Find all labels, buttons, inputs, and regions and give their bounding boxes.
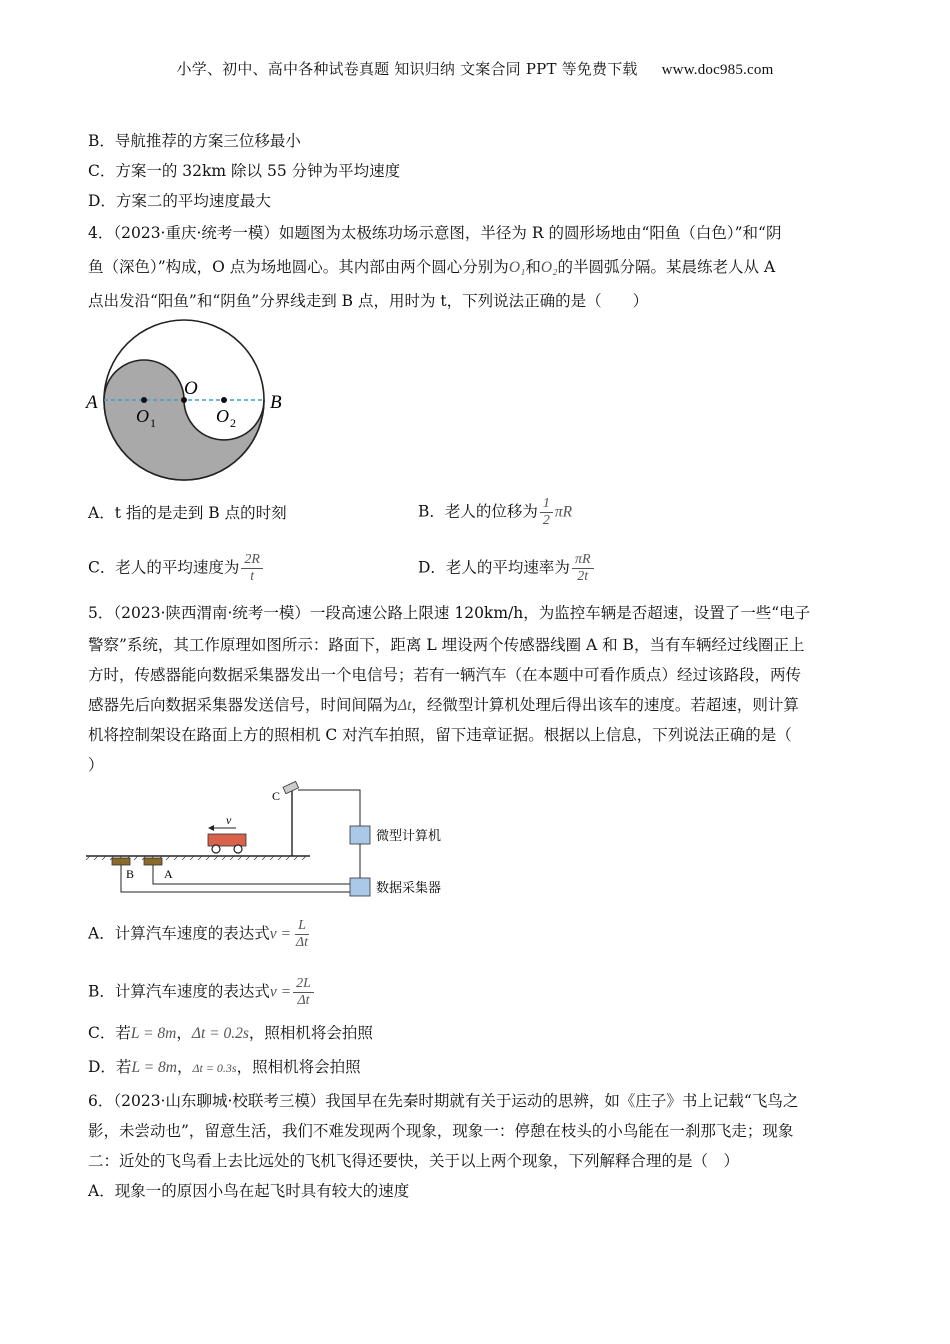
q4-stem-line2 [88, 256, 775, 279]
sensor-coil-a [144, 858, 162, 865]
q5-option-b-fraction [293, 976, 314, 1009]
q4-o2-symbol: O₂ [540, 259, 558, 276]
label-o1: O [136, 406, 149, 426]
fraction-denominator: 2 [542, 513, 550, 528]
page-header [0, 58, 950, 79]
car-body [208, 834, 246, 846]
q5-option-d-length: L = 8m [131, 1059, 177, 1076]
q5-stem-line5: 机将控制架设在路面上方的照相机 C 对汽车拍照，留下违章证据。根据以上信息，下列说法正确的是（ [88, 726, 792, 744]
q5-stem-line6: ） [88, 756, 104, 774]
wire-a [153, 865, 352, 884]
label-a: A [86, 392, 98, 413]
q4-stem-line2c: 的半圆弧分隔。某晨练老人从 A [557, 258, 776, 276]
q5-option-a-text: A．计算汽车速度的表达式 [88, 924, 270, 943]
fraction-denominator: 2t [577, 569, 589, 584]
q4-stem-line1: 4．（2023·重庆·统考一模）如题图为太极练功场示意图，半径为 R 的圆形场地由“阳鱼（白色）”和“阴 [88, 224, 782, 242]
q4-option-b-pir: πR [554, 503, 573, 521]
q5-option-d-text: D．若 [88, 1058, 132, 1076]
car-wheel-front [234, 845, 242, 853]
header-text: 小学、初中、高中各种试卷真题 知识归纳 文案合同 PPT 等免费下载 [176, 60, 638, 78]
fraction-denominator: Δt [295, 935, 309, 950]
q4-stem-line2a: 鱼（深色）”构成，O 点为场地圆心。其内部由两个圆心分别为 [88, 258, 509, 276]
wire-b [121, 865, 352, 892]
q4-stem-line3: 点出发沿“阳鱼”和“阴鱼”分界线走到 B 点，用时为 t，下列说法正确的是（ ） [88, 292, 649, 310]
label-velocity: v [226, 813, 232, 827]
q5-option-c-length: L = 8m [130, 1025, 177, 1042]
fraction-numerator: 2L [293, 976, 314, 993]
q5-option-c-comma: ， [176, 1024, 192, 1042]
q5-option-d [88, 1056, 361, 1079]
velocity-arrowhead [208, 825, 214, 831]
fraction-denominator: t [250, 569, 255, 584]
speed-camera-figure [84, 780, 454, 902]
q5-stem-line3: 方时，传感器能向数据采集器发出一个电信号；若有一辆汽车（在本题中可看作质点）经过该路段，两传 [88, 666, 802, 684]
o1-point [141, 397, 147, 403]
q5-stem-line1: 5．（2023·陕西渭南·统考一模）一段高速公路上限速 120km/h，为监控车辆是否超速，设置了一些“电子 [88, 604, 811, 622]
header-url: www.doc985.com [661, 62, 774, 78]
q5-stem-line2: 警察”系统，其工作原理如图所示：路面下，距离 L 埋设两个传感器线圈 A 和 B，当有车辆经过线圈正上 [88, 636, 805, 654]
taiji-figure [80, 318, 300, 498]
q3-option-d: D．方案二的平均速度最大 [88, 192, 271, 210]
q4-o1-symbol: O₁ [508, 259, 526, 276]
q5-option-c [88, 1022, 373, 1045]
label-o2: O [216, 406, 229, 426]
q4-option-d-text: D．老人的平均速率为 [418, 558, 570, 577]
q5-option-d-interval: Δt = 0.3s [192, 1061, 237, 1075]
q5-option-b-text: B．计算汽车速度的表达式 [88, 982, 270, 1001]
q4-option-c-fraction [241, 552, 263, 585]
car-wheel-rear [212, 845, 220, 853]
q4-option-a: A．t 指的是走到 B 点的时刻 [88, 504, 287, 522]
q5-option-a-fraction [293, 918, 311, 951]
collector-box [350, 878, 370, 896]
label-o: O [184, 378, 198, 399]
sensor-coil-b [112, 858, 130, 865]
q5-option-b [88, 976, 316, 1009]
q5-option-c-result: ，照相机将会拍照 [248, 1024, 373, 1042]
label-o2-sub: 2 [230, 416, 236, 430]
o2-point [221, 397, 227, 403]
label-b: B [270, 392, 282, 413]
q5-delta-t: Δt [398, 697, 412, 714]
q5-stem-line4b: ，经微型计算机处理后得出该车的速度。若超速，则计算 [411, 696, 799, 714]
q6-stem-line2: 影，未尝动也”，留意生活，我们不难发现两个现象，现象一：停憩在枝头的小鸟能在一刹那飞走；现象 [88, 1122, 794, 1140]
label-collector: 数据采集器 [376, 881, 442, 896]
fraction-numerator: 2R [241, 552, 263, 569]
label-computer: 微型计算机 [376, 829, 442, 844]
q5-option-a [88, 918, 313, 951]
q4-option-b [418, 496, 572, 529]
q5-option-b-lhs: v = [269, 983, 292, 1001]
q6-stem-line3: 二：近处的飞鸟看上去比远处的飞机飞得还要快，关于以上两个现象，下列解释合理的是（ ） [88, 1152, 740, 1170]
q4-option-b-fraction [540, 496, 553, 529]
q4-option-d [418, 552, 596, 585]
q3-option-c: C．方案一的 32km 除以 55 分钟为平均速度 [88, 162, 401, 180]
q3-option-b: B．导航推荐的方案三位移最小 [88, 132, 301, 150]
q5-option-d-comma: ， [176, 1058, 193, 1076]
q6-stem-line1: 6．（2023·山东聊城·校联考三模）我国早在先秦时期就有关于运动的思辨，如《庄子》书上记载“飞鸟之 [88, 1092, 799, 1110]
q4-option-c [88, 552, 265, 585]
q5-option-c-interval: Δt = 0.2s [191, 1025, 249, 1042]
wire-camera [298, 790, 360, 826]
q4-option-c-text: C．老人的平均速度为 [88, 558, 240, 577]
q5-option-c-text: C．若 [88, 1024, 131, 1042]
fraction-numerator: L [295, 918, 309, 935]
computer-box [350, 826, 370, 844]
q5-option-a-lhs: v = [269, 925, 291, 943]
fraction-numerator: πR [572, 552, 594, 569]
label-o1-sub: 1 [150, 416, 156, 430]
camera-c [283, 781, 299, 793]
q4-option-b-text: B．老人的位移为 [418, 502, 538, 521]
q6-option-a: A．现象一的原因小鸟在起飞时具有较大的速度 [88, 1182, 410, 1200]
q4-stem-line2b: 和 [525, 258, 541, 276]
label-camera: C [272, 789, 281, 803]
label-sensor-b: B [126, 867, 135, 881]
fraction-denominator: Δt [297, 993, 310, 1008]
q5-stem-line4a: 感器先后向数据采集器发送信号，时间间隔为 [88, 696, 399, 714]
q4-option-d-fraction [572, 552, 594, 585]
label-sensor-a: A [164, 867, 173, 881]
q5-option-d-result: ，照相机将会拍照 [236, 1058, 361, 1076]
fraction-numerator: 1 [540, 496, 553, 513]
q5-stem-line4 [88, 694, 799, 717]
